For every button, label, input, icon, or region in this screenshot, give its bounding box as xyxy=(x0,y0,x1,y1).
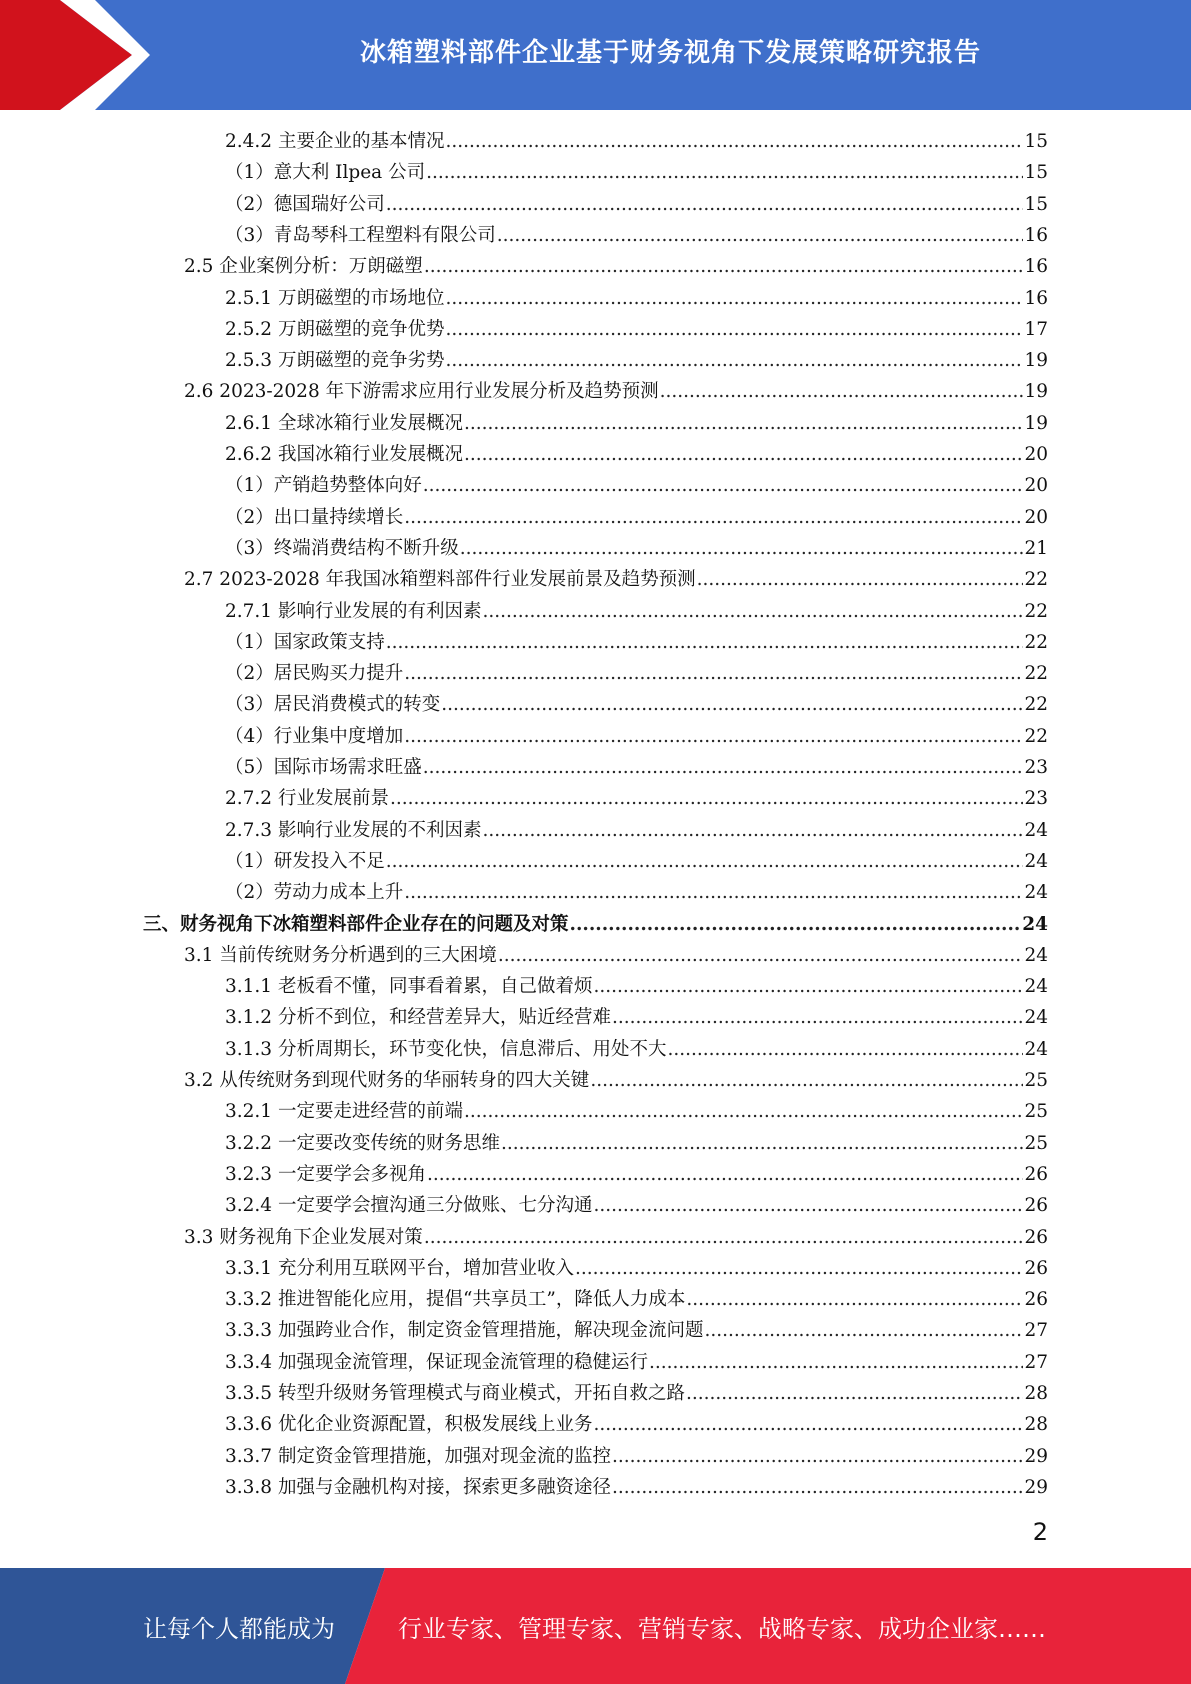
toc-entry-page: 19 xyxy=(1024,350,1048,372)
toc-entry-page: 21 xyxy=(1024,537,1048,559)
footer-slogan-left: 让每个人都能成为 xyxy=(143,1614,335,1643)
toc-leader-dots xyxy=(704,1317,1023,1345)
toc-entry-page: 19 xyxy=(1024,381,1048,403)
toc-entry-label: （1）国家政策支持 xyxy=(225,631,385,653)
toc-leader-dots xyxy=(593,1411,1023,1439)
toc-leader-dots xyxy=(423,472,1024,500)
toc-entry-label: 3.3.5 转型升级财务管理模式与商业模式，开拓自救之路 xyxy=(225,1383,685,1404)
toc-leader-dots xyxy=(686,1380,1023,1408)
toc-entry-label: （3）终端消费结构不断升级 xyxy=(225,537,459,559)
toc-entry[interactable] xyxy=(225,1317,1048,1345)
toc-leader-dots xyxy=(441,691,1023,719)
toc-leader-dots xyxy=(445,285,1023,313)
page-footer xyxy=(0,1568,1191,1684)
toc-entry-label: 3.3.7 制定资金管理措施，加强对现金流的监控 xyxy=(225,1445,611,1467)
toc-leader-dots xyxy=(612,1474,1023,1502)
toc-entry-label: 3.3 财务视角下企业发展对策 xyxy=(184,1226,423,1248)
toc-entry-label: （2）劳动力成本上升 xyxy=(225,882,404,904)
toc-leader-dots xyxy=(445,128,1023,156)
toc-entry-label: 3.1.2 分析不到位，和经营差异大，贴近经营难 xyxy=(225,1007,611,1029)
toc-entry-page: 25 xyxy=(1024,1101,1048,1123)
toc-entry[interactable] xyxy=(225,785,1048,813)
toc-entry-label: （3）居民消费模式的转变 xyxy=(225,694,441,716)
toc-entry-label: （2）居民购买力提升 xyxy=(225,663,404,685)
toc-entry[interactable] xyxy=(225,316,1048,344)
toc-leader-dots xyxy=(498,942,1024,970)
toc-leader-dots xyxy=(497,222,1024,250)
toc-entry[interactable] xyxy=(225,1036,1048,1064)
toc-leader-dots xyxy=(686,1286,1023,1314)
toc-leader-dots xyxy=(501,1130,1023,1158)
toc-entry-label: 3.3.4 加强现金流管理，保证现金流管理的稳健运行 xyxy=(225,1351,648,1373)
toc-entry[interactable] xyxy=(225,879,1048,907)
toc-leader-dots xyxy=(612,1004,1023,1032)
toc-entry-page: 16 xyxy=(1024,287,1048,309)
toc-entry-label: 3.1 当前传统财务分析遇到的三大困境 xyxy=(184,944,497,966)
toc-entry-page: 24 xyxy=(1024,819,1048,841)
toc-leader-dots xyxy=(460,535,1024,563)
toc-entry-page: 25 xyxy=(1024,1132,1048,1154)
toc-entry-label: 3.2.4 一定要学会擅沟通三分做账、七分沟通 xyxy=(225,1195,593,1217)
toc-entry[interactable] xyxy=(184,566,1048,594)
toc-entry-label: （1）意大利 Ilpea 公司 xyxy=(225,162,426,184)
toc-entry-page: 15 xyxy=(1024,162,1048,184)
toc-entry[interactable] xyxy=(184,1224,1048,1252)
toc-entry[interactable] xyxy=(225,441,1048,469)
toc-entry-label: （4）行业集中度增加 xyxy=(225,725,404,747)
toc-entry-page: 28 xyxy=(1024,1414,1048,1436)
toc-entry-label: 2.5.3 万朗磁塑的竞争劣势 xyxy=(225,350,445,372)
toc-entry[interactable] xyxy=(225,629,1048,657)
toc-entry-page: 29 xyxy=(1024,1476,1048,1498)
toc-entry-label: 3.3.3 加强跨业合作，制定资金管理措施，解决现金流问题 xyxy=(225,1320,704,1342)
toc-entry[interactable] xyxy=(225,191,1048,219)
toc-entry[interactable] xyxy=(225,660,1048,688)
toc-entry-page: 20 xyxy=(1024,444,1048,465)
toc-entry-label: 2.5.1 万朗磁塑的市场地位 xyxy=(225,287,445,309)
toc-entry-page: 24 xyxy=(1024,850,1048,872)
toc-entry-page: 19 xyxy=(1024,412,1048,434)
toc-entry[interactable] xyxy=(225,1380,1048,1408)
toc-leader-dots xyxy=(590,1067,1023,1095)
toc-entry-page: 26 xyxy=(1024,1163,1048,1185)
toc-entry[interactable] xyxy=(225,1411,1048,1439)
toc-entry-page: 22 xyxy=(1024,663,1048,685)
toc-entry[interactable] xyxy=(225,1130,1048,1158)
toc-entry[interactable] xyxy=(184,378,1048,406)
toc-entry-label: 3.3.1 充分利用互联网平台，增加营业收入 xyxy=(225,1257,574,1279)
toc-leader-dots xyxy=(464,410,1023,438)
toc-entry-label: 3.1.3 分析周期长，环节变化快，信息滞后、用处不大 xyxy=(225,1038,667,1060)
toc-entry[interactable] xyxy=(225,1286,1048,1314)
toc-entry[interactable] xyxy=(184,1067,1048,1095)
toc-entry[interactable] xyxy=(225,128,1048,156)
toc-leader-dots xyxy=(612,1443,1023,1471)
toc-entry-page: 26 xyxy=(1024,1195,1048,1217)
toc-leader-dots xyxy=(570,911,1022,939)
page-header xyxy=(0,0,1191,110)
toc-leader-dots xyxy=(424,253,1024,281)
toc-entry-label: 3.2.3 一定要学会多视角 xyxy=(225,1163,426,1185)
toc-entry-page: 28 xyxy=(1024,1383,1048,1404)
toc-entry-page: 25 xyxy=(1024,1070,1048,1091)
toc-entry-label: 3.2 从传统财务到现代财务的华丽转身的四大关键 xyxy=(184,1070,590,1091)
toc-leader-dots xyxy=(404,660,1023,688)
toc-leader-dots xyxy=(390,785,1023,813)
toc-entry-page: 15 xyxy=(1024,193,1048,215)
toc-entry-page: 22 xyxy=(1024,569,1048,591)
red-arrow-shape xyxy=(0,0,132,110)
toc-entry-label: 2.6 2023-2028 年下游需求应用行业发展分析及趋势预测 xyxy=(184,381,659,403)
toc-leader-dots xyxy=(386,848,1024,876)
toc-entry-label: （2）出口量持续增长 xyxy=(225,506,404,528)
toc-entry-page: 22 xyxy=(1024,725,1048,747)
toc-entry-page: 16 xyxy=(1024,256,1048,278)
toc-entry[interactable] xyxy=(225,1004,1048,1032)
toc-entry-label: 2.7.1 影响行业发展的有利因素 xyxy=(225,600,482,622)
toc-entry-page: 24 xyxy=(1024,944,1048,966)
toc-entry-page: 27 xyxy=(1024,1320,1048,1342)
toc-entry[interactable] xyxy=(225,1443,1048,1471)
toc-leader-dots xyxy=(404,723,1023,751)
toc-entry[interactable] xyxy=(225,1255,1048,1283)
toc-entry-label: 3.3.8 加强与金融机构对接，探索更多融资途径 xyxy=(225,1476,611,1498)
toc-entry-page: 27 xyxy=(1024,1351,1048,1373)
toc-leader-dots xyxy=(423,754,1024,782)
toc-entry[interactable] xyxy=(225,222,1048,250)
toc-leader-dots xyxy=(445,316,1023,344)
toc-entry[interactable] xyxy=(225,285,1048,313)
toc-entry[interactable] xyxy=(225,1161,1048,1189)
toc-entry-label: 3.3.2 推进智能化应用，提倡“共享员工”，降低人力成本 xyxy=(225,1289,686,1311)
toc-entry-page: 23 xyxy=(1024,788,1048,810)
toc-entry[interactable] xyxy=(225,472,1048,500)
toc-entry-label: 2.7 2023-2028 年我国冰箱塑料部件行业发展前景及趋势预测 xyxy=(184,569,696,591)
toc-entry-label: 三、财务视角下冰箱塑料部件企业存在的问题及对策 xyxy=(143,913,569,935)
toc-leader-dots xyxy=(464,1098,1023,1126)
toc-entry[interactable] xyxy=(225,973,1048,1001)
toc-entry-page: 17 xyxy=(1024,318,1048,340)
toc-entry-label: 3.3.6 优化企业资源配置，积极发展线上业务 xyxy=(225,1414,593,1436)
toc-entry-page: 24 xyxy=(1024,882,1048,904)
toc-leader-dots xyxy=(575,1255,1023,1283)
toc-leader-dots xyxy=(482,817,1023,845)
toc-entry-page: 26 xyxy=(1024,1289,1048,1311)
toc-entry-page: 20 xyxy=(1024,475,1048,497)
toc-entry-page: 26 xyxy=(1024,1226,1048,1248)
toc-leader-dots xyxy=(427,1161,1023,1189)
toc-entry-label: 2.6.1 全球冰箱行业发展概况 xyxy=(225,412,463,434)
toc-leader-dots xyxy=(593,973,1023,1001)
page-number: 2 xyxy=(1032,1518,1048,1546)
toc-entry-page: 15 xyxy=(1024,131,1048,152)
toc-leader-dots xyxy=(697,566,1024,594)
toc-leader-dots xyxy=(426,159,1023,187)
toc-entry-label: 3.2.1 一定要走进经营的前端 xyxy=(225,1101,463,1123)
toc-entry-label: （5）国际市场需求旺盛 xyxy=(225,757,422,778)
toc-entry-label: （1）产销趋势整体向好 xyxy=(225,475,422,497)
toc-entry[interactable] xyxy=(184,942,1048,970)
toc-entry[interactable] xyxy=(184,253,1048,281)
toc-entry[interactable] xyxy=(225,754,1048,782)
toc-entry[interactable] xyxy=(225,723,1048,751)
toc-leader-dots xyxy=(667,1036,1023,1064)
toc-entry-page: 22 xyxy=(1024,694,1048,716)
toc-leader-dots xyxy=(660,378,1024,406)
footer-slogan-right: 行业专家、管理专家、营销专家、战略专家、成功企业家…… xyxy=(398,1614,1046,1643)
toc-leader-dots xyxy=(649,1349,1023,1377)
toc-leader-dots xyxy=(482,598,1023,626)
toc-leader-dots xyxy=(404,879,1023,907)
toc-leader-dots xyxy=(424,1224,1024,1252)
toc-entry[interactable] xyxy=(225,1474,1048,1502)
toc-leader-dots xyxy=(593,1192,1023,1220)
toc-entry[interactable] xyxy=(225,1098,1048,1126)
toc-entry[interactable] xyxy=(225,347,1048,375)
toc-entry[interactable] xyxy=(225,848,1048,876)
toc-leader-dots xyxy=(386,629,1024,657)
toc-entry-page: 22 xyxy=(1024,600,1048,622)
toc-entry-label: （2）德国瑞好公司 xyxy=(225,193,385,215)
toc-entry-page: 24 xyxy=(1024,1007,1048,1029)
toc-leader-dots xyxy=(445,347,1023,375)
toc-entry[interactable] xyxy=(225,817,1048,845)
toc-entry-page: 23 xyxy=(1024,757,1048,778)
toc-entry-label: （1）研发投入不足 xyxy=(225,850,385,872)
toc-entry-label: （3）青岛琴科工程塑料有限公司 xyxy=(225,224,496,246)
toc-entry-label: 2.7.2 行业发展前景 xyxy=(225,788,389,810)
toc-leader-dots xyxy=(464,441,1023,469)
toc-entry[interactable] xyxy=(225,1349,1048,1377)
toc-entry-page: 20 xyxy=(1024,506,1048,528)
toc-entry-label: 3.2.2 一定要改变传统的财务思维 xyxy=(225,1132,500,1154)
toc-entry-page: 16 xyxy=(1024,224,1048,246)
report-title: 冰箱塑料部件企业基于财务视角下发展策略研究报告 xyxy=(359,37,981,68)
toc-entry-label: 2.6.2 我国冰箱行业发展概况 xyxy=(225,444,463,465)
toc-entry[interactable] xyxy=(225,159,1048,187)
toc-entry[interactable] xyxy=(225,410,1048,438)
toc-entry-page: 29 xyxy=(1024,1445,1048,1467)
toc-entry-label: 2.4.2 主要企业的基本情况 xyxy=(225,131,445,152)
toc-entry-page: 24 xyxy=(1024,1038,1048,1060)
toc-entry-label: 2.5.2 万朗磁塑的竞争优势 xyxy=(225,318,445,340)
toc-entry[interactable] xyxy=(143,911,1048,939)
toc-leader-dots xyxy=(386,191,1024,219)
toc-entry-label: 2.5 企业案例分析：万朗磁塑 xyxy=(184,256,423,278)
toc-entry-page: 24 xyxy=(1022,913,1048,935)
toc-entry-page: 24 xyxy=(1024,976,1048,998)
toc-entry-label: 2.7.3 影响行业发展的不利因素 xyxy=(225,819,482,841)
toc-entry[interactable] xyxy=(225,535,1048,563)
toc-entry[interactable] xyxy=(225,598,1048,626)
toc-entry[interactable] xyxy=(225,691,1048,719)
toc-entry-page: 26 xyxy=(1024,1257,1048,1279)
toc-entry-page: 22 xyxy=(1024,631,1048,653)
toc-leader-dots xyxy=(404,504,1023,532)
toc-entry[interactable] xyxy=(225,1192,1048,1220)
toc-entry-label: 3.1.1 老板看不懂，同事看着累，自己做着烦 xyxy=(225,976,593,998)
toc-entry[interactable] xyxy=(225,504,1048,532)
